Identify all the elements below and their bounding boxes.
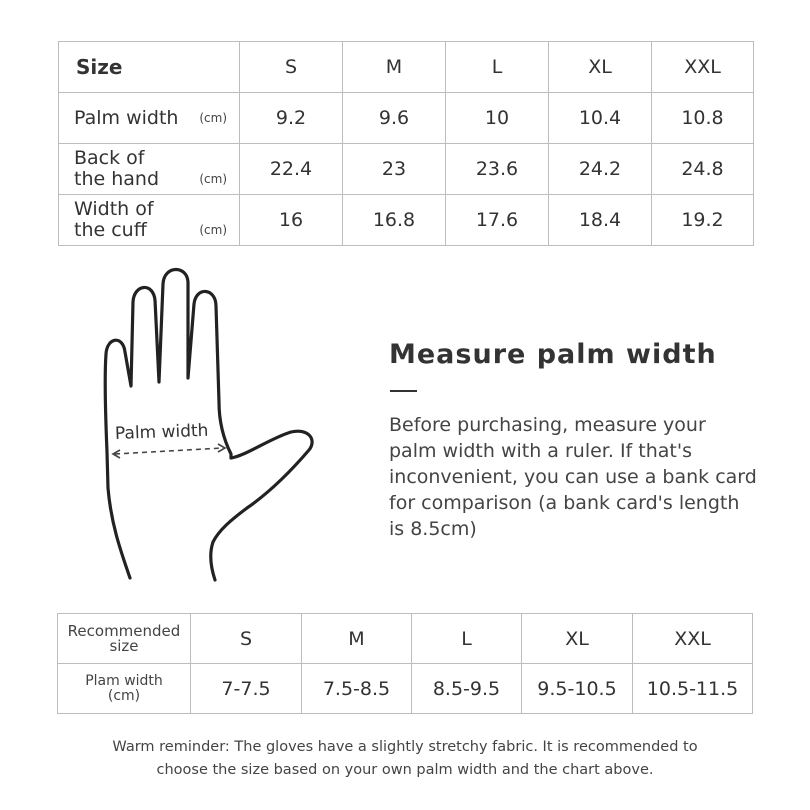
recommended-size-s: S (191, 614, 302, 664)
palm-range-label-line1: Plam width (85, 672, 163, 689)
size-header-m: M (343, 42, 446, 93)
back-of-hand-m: 23 (343, 144, 446, 195)
size-chart-header-row (59, 42, 754, 93)
cuff-width-l: 17.6 (446, 195, 549, 246)
palm-range-label-line2: (cm) (107, 687, 141, 704)
palm-width-label: Palm width (74, 107, 179, 129)
size-header-l: L (446, 42, 549, 93)
size-header-xl: XL (549, 42, 652, 93)
measure-instructions: Before purchasing, measure your palm width with a ruler. If that's inconvenient, you can use a bank card for comparison (a bank card's length is 8.5cm) (389, 414, 757, 540)
recommended-size-table (57, 613, 753, 714)
palm-range-xl: 9.5-10.5 (522, 664, 633, 714)
hand-palm-width-label: Palm width (114, 420, 209, 444)
back-of-hand-label-line1: Back of (74, 147, 145, 169)
cuff-width-s: 16 (240, 195, 343, 246)
palm-range-l: 8.5-9.5 (412, 664, 522, 714)
cuff-width-label-line1: Width of (74, 198, 154, 220)
recommended-size-header-row (58, 614, 753, 664)
back-of-hand-xxl: 24.8 (652, 144, 754, 195)
palm-width-l: 10 (446, 93, 549, 144)
recommended-size-m: M (302, 614, 412, 664)
cuff-width-m: 16.8 (343, 195, 446, 246)
size-header-label: Size (59, 42, 240, 93)
palm-width-row (59, 93, 754, 144)
palm-range-row (58, 664, 753, 714)
measure-title: Measure palm width (389, 339, 717, 370)
recommended-size-xl: XL (522, 614, 633, 664)
back-of-hand-unit: (cm) (199, 172, 227, 186)
cuff-width-unit: (cm) (199, 223, 227, 237)
palm-width-measure-line (113, 444, 225, 458)
palm-width-unit: (cm) (199, 111, 227, 125)
warm-reminder-line1: Warm reminder: The gloves have a slightly stretchy fabric. It is recommended to (112, 739, 698, 755)
recommended-size-xxl: XXL (633, 614, 753, 664)
palm-width-label-cell (59, 93, 240, 144)
size-chart-table (58, 41, 754, 246)
recommended-size-label-line2: size (109, 636, 139, 655)
cuff-width-xl: 18.4 (549, 195, 652, 246)
palm-range-m: 7.5-8.5 (302, 664, 412, 714)
title-divider (390, 390, 417, 392)
cuff-width-xxl: 19.2 (652, 195, 754, 246)
back-of-hand-row (59, 144, 754, 195)
palm-width-xxl: 10.8 (652, 93, 754, 144)
cuff-width-label-cell (59, 195, 240, 246)
palm-range-xxl: 10.5-11.5 (633, 664, 753, 714)
recommended-size-label-cell (58, 614, 191, 664)
back-of-hand-s: 22.4 (240, 144, 343, 195)
cuff-width-label-line2: the cuff (74, 219, 147, 241)
warm-reminder (40, 736, 770, 782)
back-of-hand-xl: 24.2 (549, 144, 652, 195)
cuff-width-row (59, 195, 754, 246)
back-of-hand-label-cell (59, 144, 240, 195)
size-header-s: S (240, 42, 343, 93)
back-of-hand-l: 23.6 (446, 144, 549, 195)
size-header-xxl: XXL (652, 42, 754, 93)
palm-range-label-cell (58, 664, 191, 714)
recommended-size-label-line1: Recommended (67, 621, 181, 640)
palm-width-m: 9.6 (343, 93, 446, 144)
back-of-hand-label-line2: the hand (74, 168, 160, 190)
warm-reminder-line2: choose the size based on your own palm width and the chart above. (156, 762, 654, 778)
palm-range-s: 7-7.5 (191, 664, 302, 714)
palm-width-s: 9.2 (240, 93, 343, 144)
recommended-size-l: L (412, 614, 522, 664)
palm-width-xl: 10.4 (549, 93, 652, 144)
